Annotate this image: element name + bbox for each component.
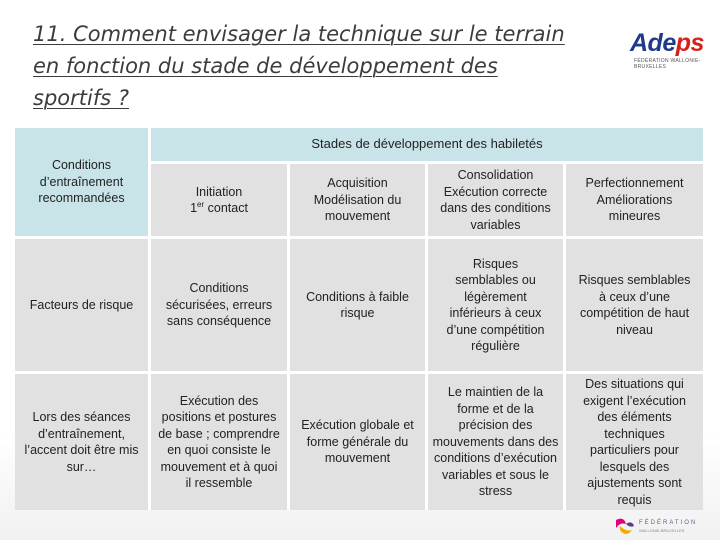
- title-line-2: en fonction du stade de développement des: [33, 54, 498, 78]
- adeps-logo-subtitle: FÉDÉRATION WALLONIE-BRUXELLES: [634, 58, 701, 70]
- corner-label: Conditions d’entraînement recommandées: [38, 158, 125, 206]
- federation-sub: WALLONIE-BRUXELLES: [639, 528, 685, 533]
- row-label-focus: Lors des séances d’entraînement, l’accent doit être mis sur…: [24, 410, 139, 474]
- stage-initiation-suffix: contact: [204, 201, 248, 215]
- row-label-risk: Facteurs de risque: [29, 297, 134, 312]
- federation-logo-icon: [612, 516, 636, 538]
- stage-initiation: [151, 164, 287, 236]
- focus-initiation: Exécution des positions et postures de base ; comprendre en quoi consiste le mouvement et à quoi il ressemble: [158, 393, 280, 490]
- stage-initiation-name: Initiation: [195, 184, 243, 199]
- stage-initiation-sup: er: [197, 199, 205, 209]
- federation-logo: [612, 516, 712, 538]
- adeps-logo-main: Ade: [630, 29, 676, 57]
- development-stages-table: [15, 128, 703, 510]
- title-line-1: 11. Comment envisager la technique sur le terrain: [33, 22, 565, 46]
- stage-acquisition: Acquisition Modélisation du mouvement: [313, 176, 402, 224]
- risk-consolidation: Risques semblables ou légèrement inférieurs à ceux d’une compétition régulière: [446, 256, 545, 353]
- focus-acquisition: Exécution globale et forme générale du mouvement: [301, 418, 414, 466]
- stage-consolidation: Consolidation Exécution correcte dans des conditions variables: [440, 168, 551, 232]
- adeps-logo-wordmark: [630, 29, 704, 58]
- stage-initiation-num: 1: [190, 201, 198, 215]
- stage-perfectionnement: Perfectionnement Améliorations mineures: [585, 176, 684, 224]
- focus-perfectionnement: Des situations qui exigent l’exécution des éléments techniques particuliers pour lesquels des ajustements sont requis: [583, 377, 686, 507]
- risk-initiation: Conditions sécurisées, erreurs sans conséquence: [165, 281, 273, 329]
- risk-perfectionnement: Risques semblables à ceux d’une compétition de haut niveau: [578, 273, 691, 337]
- title-line-3: sportifs ?: [33, 86, 129, 110]
- focus-consolidation: Le maintien de la forme et de la précision des mouvements dans des conditions d’exécution variables et sous le stress: [432, 385, 559, 499]
- risk-acquisition: Conditions à faible risque: [306, 289, 409, 320]
- federation-brand: FÉDÉRATION: [639, 520, 698, 526]
- adeps-logo-accent: ps: [675, 29, 704, 57]
- adeps-logo: [622, 27, 714, 73]
- stages-header: Stades de développement des habiletés: [311, 136, 543, 152]
- slide-title: [33, 18, 613, 114]
